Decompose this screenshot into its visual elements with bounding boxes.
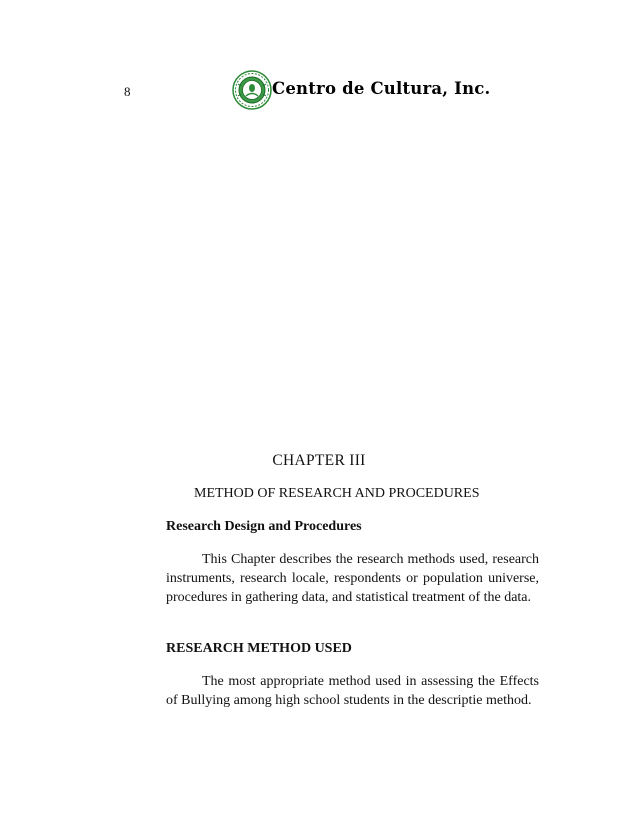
institution-seal-icon [232, 70, 272, 110]
chapter-subtitle: METHOD OF RESEARCH AND PROCEDURES [194, 486, 480, 501]
page-number: 8 [124, 84, 131, 99]
paragraph-research-design: This Chapter describes the research methods used, research instruments, research locale, respondents or population universe, procedures in gathering data, and statistical treatment of the data. [166, 552, 539, 605]
section-heading-research-method: RESEARCH METHOD USED [166, 641, 352, 656]
brand-name: Centro de Cultura, Inc. [272, 79, 491, 98]
paragraph-research-method: The most appropriate method used in assessing the Effects of Bullying among high school students in the descriptie method. [166, 674, 539, 708]
page-header-logo [232, 70, 491, 110]
chapter-title: CHAPTER III [272, 452, 366, 469]
section-heading-research-design: Research Design and Procedures [166, 519, 362, 534]
